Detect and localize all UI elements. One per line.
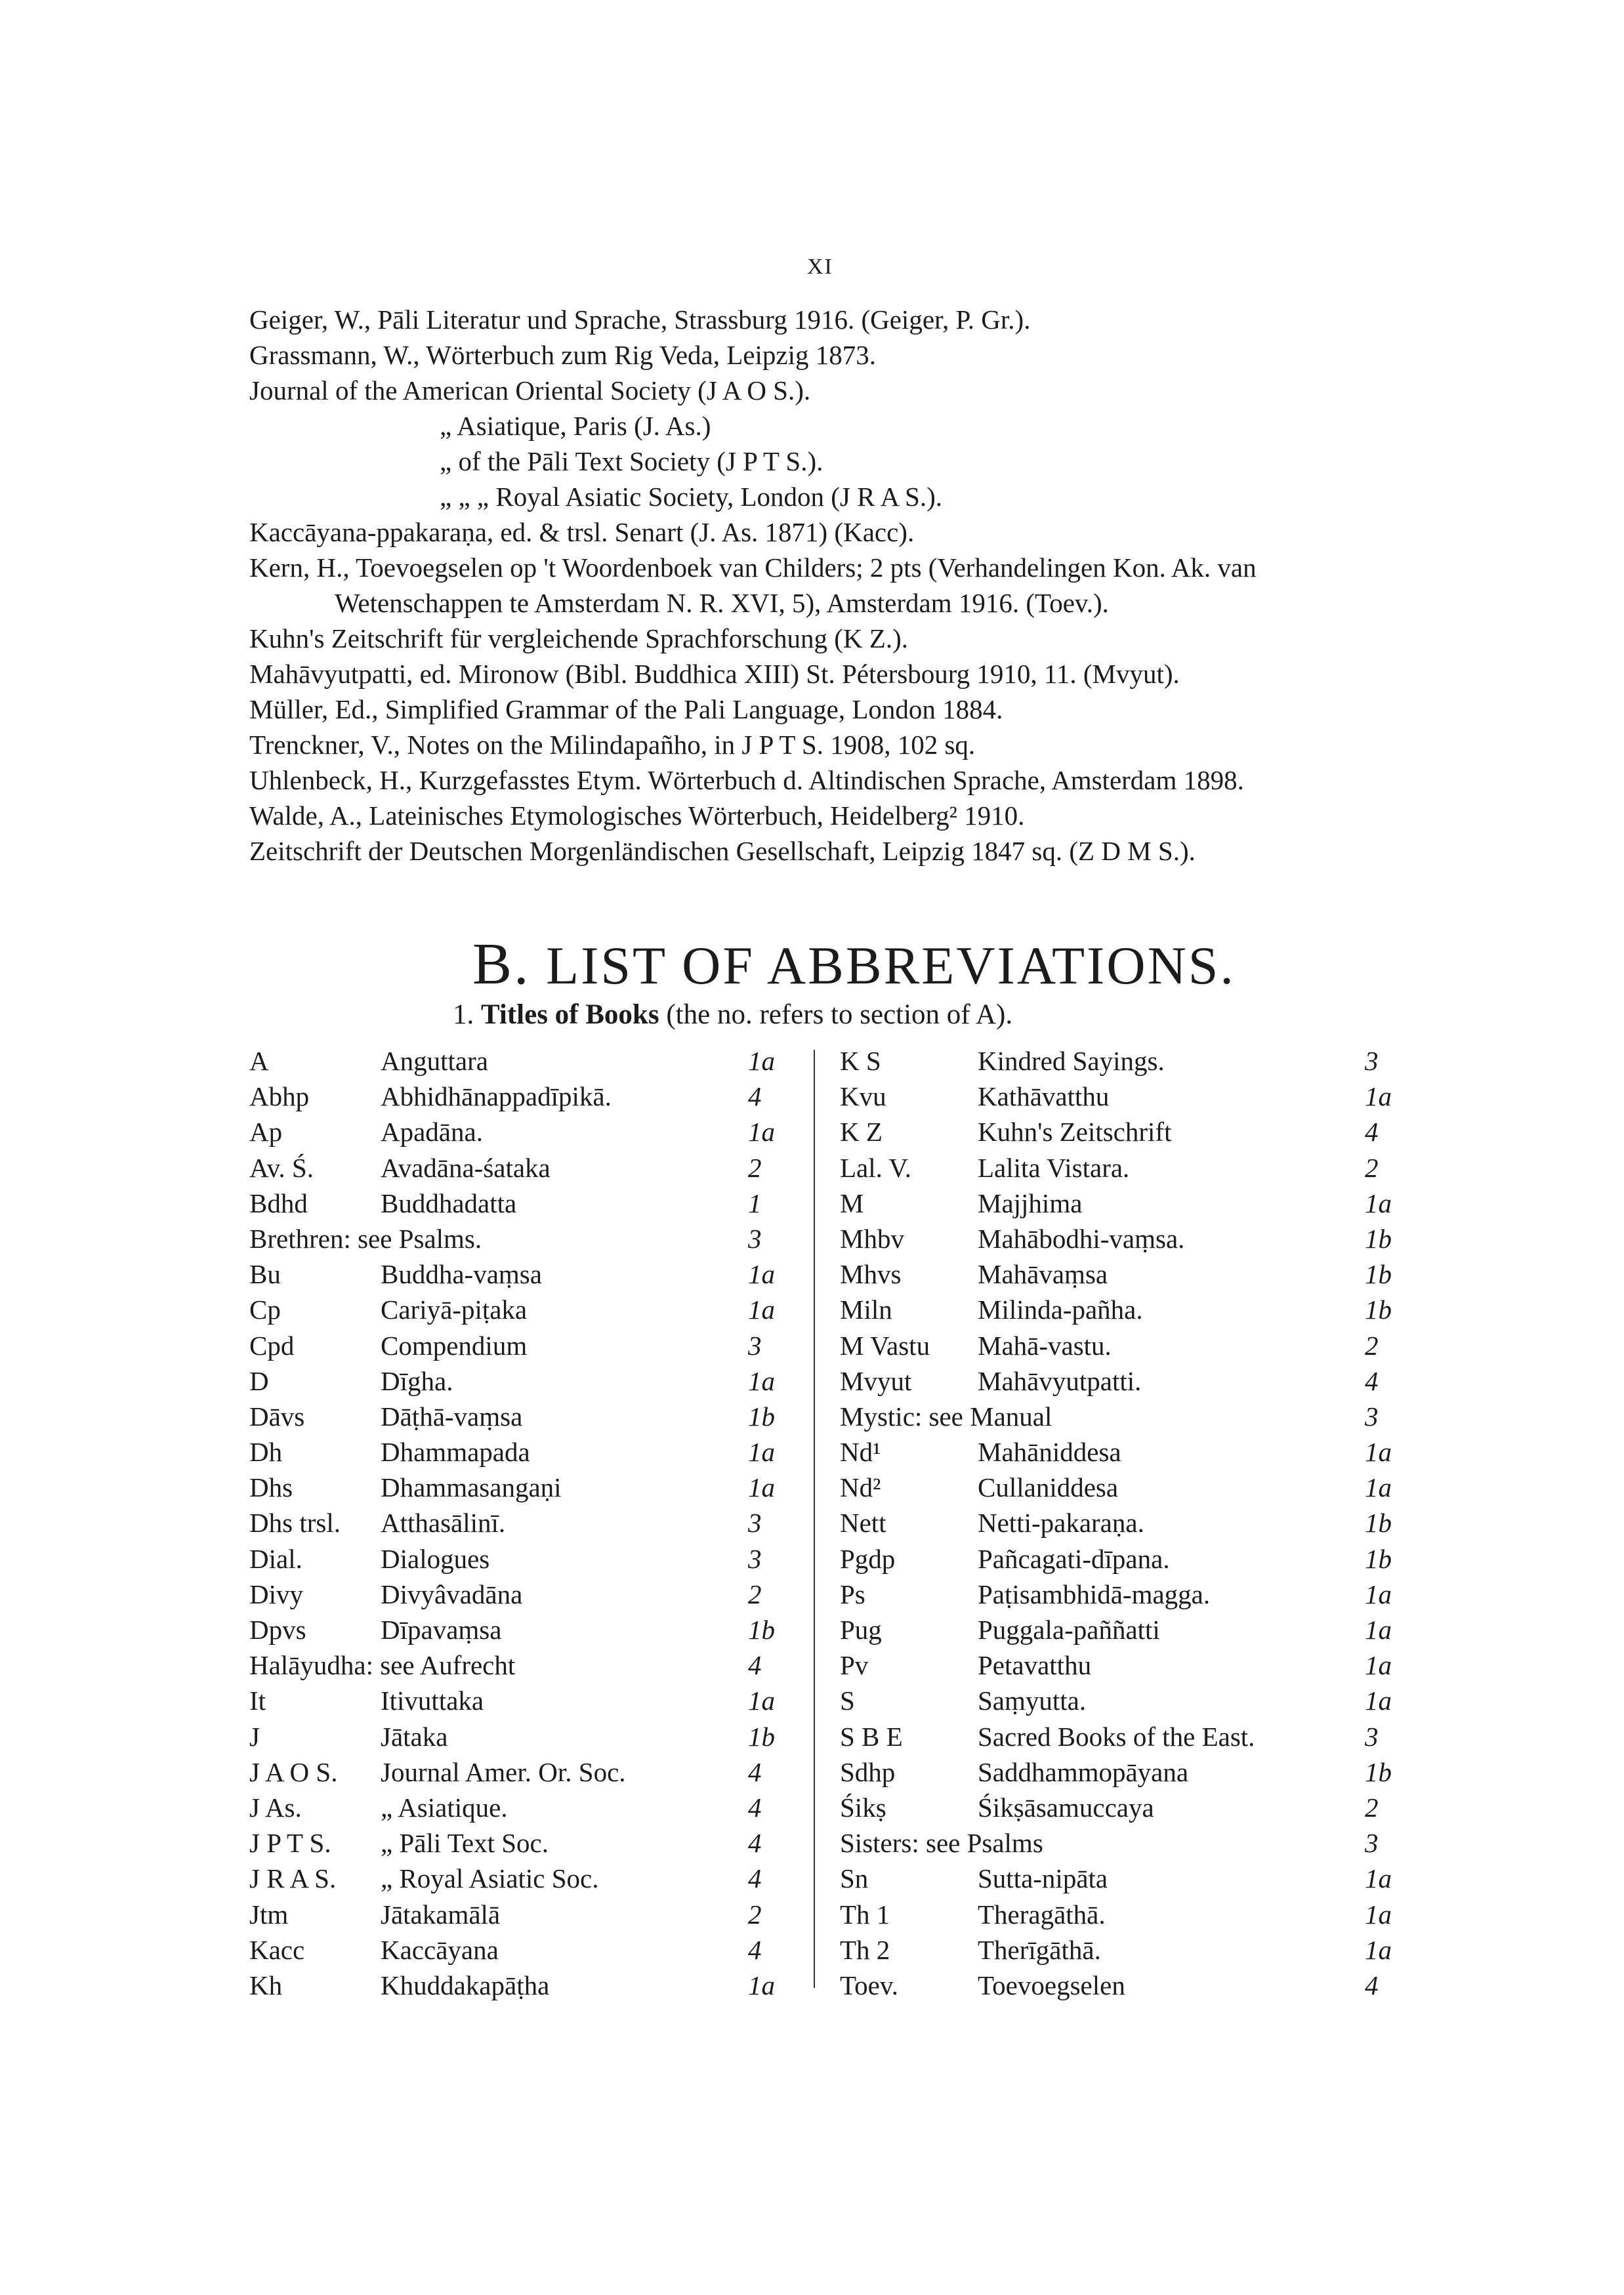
section-reference: 2 bbox=[1365, 1152, 1379, 1183]
book-title: Jātakamālā bbox=[381, 1899, 501, 1930]
abbreviation-row bbox=[840, 1256, 1398, 1292]
section-reference: 1a bbox=[748, 1259, 775, 1290]
abbreviation-row bbox=[249, 1612, 775, 1647]
column-divider bbox=[814, 1050, 815, 1988]
book-title: Milinda-pañha. bbox=[978, 1294, 1143, 1325]
abbreviation-row bbox=[249, 1328, 768, 1363]
book-title: Saddhammopāyana bbox=[978, 1756, 1189, 1787]
book-title: Theragāthā. bbox=[978, 1899, 1106, 1930]
book-title: Dīgha. bbox=[381, 1365, 453, 1396]
reference-entry: Kern, H., Toevoegselen op 't Woordenboek van Childers; 2 pts (Verhandelingen Kon. Ak. van Wetenschappen te Amsterdam N. R. XVI, 5), Amsterdam 1916. (Toev.). bbox=[249, 552, 1257, 618]
section-reference: 1a bbox=[748, 1970, 775, 2000]
section-reference: 1b bbox=[748, 1721, 775, 1752]
book-title: Compendium bbox=[381, 1330, 528, 1361]
section-reference: 1b bbox=[1365, 1223, 1392, 1254]
abbreviation-row bbox=[249, 1683, 775, 1718]
book-title: Jātaka bbox=[381, 1721, 448, 1752]
abbreviation-row bbox=[249, 1932, 768, 1968]
section-reference: 1b bbox=[1365, 1259, 1392, 1290]
section-reference: 4 bbox=[748, 1792, 762, 1823]
abbreviation-row bbox=[249, 1647, 768, 1683]
abbreviation-row bbox=[249, 1363, 775, 1399]
abbreviation: Lal. V. bbox=[840, 1152, 911, 1183]
abbreviation-row bbox=[840, 1719, 1398, 1754]
abbreviation: J As. bbox=[249, 1792, 302, 1823]
abbreviation-row bbox=[249, 1861, 768, 1896]
abbreviation-row bbox=[840, 1825, 1398, 1861]
book-title: Kuhn's Zeitschrift bbox=[978, 1117, 1172, 1148]
subheading-title: Titles of Books bbox=[481, 999, 659, 1030]
book-title: Kathāvatthu bbox=[978, 1081, 1110, 1112]
abbreviation-row bbox=[840, 1434, 1398, 1470]
section-reference: 1a bbox=[1365, 1081, 1392, 1112]
abbreviation-row bbox=[840, 1505, 1398, 1540]
book-title: Puggala-paññatti bbox=[978, 1615, 1160, 1645]
abbreviation-row bbox=[249, 1256, 775, 1292]
abbreviation: J bbox=[249, 1721, 260, 1752]
book-title: Kaccāyana bbox=[381, 1934, 499, 1965]
abbreviation-row bbox=[840, 1790, 1398, 1825]
abbreviation: Bdhd bbox=[249, 1188, 308, 1218]
book-title: Journal Amer. Or. Soc. bbox=[381, 1756, 626, 1787]
book-title: Anguttara bbox=[381, 1046, 488, 1076]
abbreviation: Kacc bbox=[249, 1934, 305, 1965]
section-reference: 3 bbox=[1365, 1046, 1379, 1076]
abbreviation-row bbox=[249, 1825, 768, 1861]
book-title: Buddha-vaṃsa bbox=[381, 1259, 542, 1290]
book-title: Toevoegselen bbox=[978, 1970, 1125, 2000]
book-title: Khuddakapāṭha bbox=[381, 1970, 550, 2000]
page-number: XI bbox=[807, 255, 833, 279]
book-title: Apadāna. bbox=[381, 1117, 483, 1148]
abbreviation-row bbox=[840, 1399, 1398, 1434]
abbreviations-left-column bbox=[249, 1043, 775, 2003]
book-title: Atthasālinī. bbox=[381, 1508, 506, 1539]
abbreviation: Dhs bbox=[249, 1472, 293, 1503]
abbreviation-row bbox=[249, 1150, 768, 1186]
abbreviation-row bbox=[249, 1043, 775, 1079]
subheading-number: 1. bbox=[453, 999, 474, 1030]
abbreviation: J P T S. bbox=[249, 1828, 331, 1859]
abbreviation: Th 1 bbox=[840, 1899, 890, 1930]
book-title: Abhidhānappadīpikā. bbox=[381, 1081, 612, 1112]
abbreviation: K Z bbox=[840, 1117, 883, 1148]
book-title: „ Pāli Text Soc. bbox=[381, 1828, 549, 1859]
section-heading bbox=[472, 930, 1236, 998]
abbreviation: J A O S. bbox=[249, 1756, 338, 1787]
abbreviation-row bbox=[249, 1897, 768, 1932]
section-reference: 4 bbox=[1365, 1117, 1379, 1148]
reference-entry: „ Asiatique, Paris (J. As.) bbox=[440, 411, 711, 441]
abbreviation-row bbox=[840, 1221, 1398, 1256]
book-title: Sacred Books of the East. bbox=[978, 1721, 1255, 1752]
abbreviation-row bbox=[249, 1470, 775, 1505]
abbreviation: Nd² bbox=[840, 1472, 881, 1503]
abbreviation: J R A S. bbox=[249, 1863, 337, 1894]
abbreviation-row bbox=[249, 1292, 775, 1327]
book-title: „ Royal Asiatic Soc. bbox=[381, 1863, 599, 1894]
section-reference: 2 bbox=[748, 1899, 762, 1930]
abbreviation: Nd¹ bbox=[840, 1437, 881, 1468]
reference-entry: „ „ „ Royal Asiatic Society, London (J R A S.). bbox=[440, 482, 943, 512]
reference-entry: Journal of the American Oriental Society (J A O S.). bbox=[249, 375, 811, 405]
section-letter: B. bbox=[472, 932, 531, 997]
section-reference: 4 bbox=[748, 1756, 762, 1787]
section-reference: 1a bbox=[1365, 1615, 1392, 1645]
book-title: Majjhima bbox=[978, 1188, 1083, 1218]
section-reference: 3 bbox=[748, 1330, 762, 1361]
section-reference: 4 bbox=[748, 1934, 762, 1965]
abbreviation: Mvyut bbox=[840, 1365, 912, 1396]
abbreviation: D bbox=[249, 1365, 269, 1396]
abbreviation: Sn bbox=[840, 1863, 869, 1894]
reference-entry: Grassmann, W., Wörterbuch zum Rig Veda, Leipzig 1873. bbox=[249, 340, 876, 370]
subheading bbox=[453, 999, 1012, 1031]
reference-entry: „ of the Pāli Text Society (J P T S.). bbox=[440, 446, 823, 476]
book-title: Netti-pakaraṇa. bbox=[978, 1508, 1144, 1539]
book-title: Mahāniddesa bbox=[978, 1437, 1121, 1468]
abbreviation: Pv bbox=[840, 1650, 869, 1681]
section-reference: 1a bbox=[748, 1294, 775, 1325]
book-title: Saṃyutta. bbox=[978, 1685, 1087, 1716]
reference-entry: Zeitschrift der Deutschen Morgenländischen Gesellschaft, Leipzig 1847 sq. (Z D M S.). bbox=[249, 836, 1196, 866]
section-reference: 1a bbox=[748, 1365, 775, 1396]
reference-entry: Kaccāyana-ppakaraṇa, ed. & trsl. Senart (J. As. 1871) (Kacc). bbox=[249, 517, 915, 547]
book-title: Dhammasangaṇi bbox=[381, 1472, 562, 1503]
section-reference: 1 bbox=[748, 1188, 762, 1218]
abbreviation-row bbox=[249, 1434, 775, 1470]
book-title: Sutta-nipāta bbox=[978, 1863, 1108, 1894]
book-title: Kindred Sayings. bbox=[978, 1046, 1165, 1076]
reference-entry: Walde, A., Lateinisches Etymologisches Wörterbuch, Heidelberg² 1910. bbox=[249, 800, 1025, 831]
abbreviation: M bbox=[840, 1188, 864, 1218]
abbreviation: K S bbox=[840, 1046, 881, 1076]
section-reference: 4 bbox=[748, 1863, 762, 1894]
abbreviations-right-column bbox=[840, 1043, 1398, 2003]
section-reference: 3 bbox=[748, 1223, 762, 1254]
abbreviation-row bbox=[249, 1790, 768, 1825]
section-reference: 1b bbox=[748, 1401, 775, 1432]
book-title: Paṭisambhidā-magga. bbox=[978, 1579, 1211, 1609]
abbreviation: Cp bbox=[249, 1294, 281, 1325]
abbreviation: S bbox=[840, 1685, 855, 1716]
book-title: Divyâvadāna bbox=[381, 1579, 523, 1609]
abbreviation: A bbox=[249, 1046, 269, 1076]
section-reference: 1a bbox=[748, 1437, 775, 1468]
abbreviation: Kh bbox=[249, 1970, 283, 2000]
abbreviation: Pgdp bbox=[840, 1543, 896, 1574]
abbreviation: Bu bbox=[249, 1259, 281, 1290]
bibliography-list bbox=[249, 302, 1404, 869]
reference-entry: Uhlenbeck, H., Kurzgefasstes Etym. Wörterbuch d. Altindischen Sprache, Amsterdam 1898. bbox=[249, 765, 1244, 795]
section-reference: 2 bbox=[748, 1579, 762, 1609]
section-reference: 4 bbox=[748, 1650, 762, 1681]
book-title: Lalita Vistara. bbox=[978, 1152, 1130, 1183]
abbreviation: Cpd bbox=[249, 1330, 295, 1361]
section-reference: 1a bbox=[1365, 1472, 1392, 1503]
section-reference: 1a bbox=[748, 1472, 775, 1503]
abbreviation: Śikṣ bbox=[840, 1792, 886, 1823]
section-title: LIST OF ABBREVIATIONS. bbox=[546, 936, 1236, 995]
section-reference: 1a bbox=[1365, 1863, 1392, 1894]
abbreviation: Halāyudha: see Aufrecht bbox=[249, 1650, 516, 1681]
abbreviation: Pug bbox=[840, 1615, 882, 1645]
book-title: Buddhadatta bbox=[381, 1188, 517, 1218]
abbreviation: Dpvs bbox=[249, 1615, 306, 1645]
abbreviation-row bbox=[840, 1577, 1398, 1612]
abbreviation-row bbox=[840, 1932, 1398, 1968]
section-reference: 4 bbox=[1365, 1970, 1379, 2000]
abbreviation-row bbox=[840, 1292, 1398, 1327]
abbreviation-row bbox=[840, 1363, 1398, 1399]
book-title: Therīgāthā. bbox=[978, 1934, 1101, 1965]
section-reference: 1a bbox=[1365, 1650, 1392, 1681]
abbreviation-row bbox=[840, 1328, 1398, 1363]
abbreviation: Mhvs bbox=[840, 1259, 902, 1290]
reference-entry: Mahāvyutpatti, ed. Mironow (Bibl. Buddhica XIII) St. Pétersbourg 1910, 11. (Mvyut). bbox=[249, 659, 1180, 689]
abbreviation: Abhp bbox=[249, 1081, 310, 1112]
book-title: „ Asiatique. bbox=[381, 1792, 508, 1823]
abbreviation: S B E bbox=[840, 1721, 903, 1752]
abbreviation: Sisters: see Psalms bbox=[840, 1828, 1043, 1859]
abbreviation-row bbox=[840, 1897, 1398, 1932]
book-title: Mahāvaṃsa bbox=[978, 1259, 1108, 1290]
section-reference: 4 bbox=[748, 1828, 762, 1859]
abbreviation: Divy bbox=[249, 1579, 303, 1609]
section-reference: 1b bbox=[1365, 1508, 1392, 1539]
book-title: Itivuttaka bbox=[381, 1685, 484, 1716]
book-title: Cullaniddesa bbox=[978, 1472, 1119, 1503]
section-reference: 3 bbox=[1365, 1828, 1379, 1859]
abbreviation: Ps bbox=[840, 1579, 865, 1609]
reference-entry: Geiger, W., Pāli Literatur und Sprache, Strassburg 1916. (Geiger, P. Gr.). bbox=[249, 304, 1031, 335]
book-title: Pañcagati-dīpana. bbox=[978, 1543, 1170, 1574]
section-reference: 4 bbox=[748, 1081, 762, 1112]
book-title: Dialogues bbox=[381, 1543, 490, 1574]
abbreviation-row bbox=[840, 1150, 1398, 1186]
section-reference: 1b bbox=[1365, 1294, 1392, 1325]
book-title: Dāṭhā-vaṃsa bbox=[381, 1401, 523, 1432]
abbreviation-row bbox=[249, 1968, 775, 2003]
abbreviation-row bbox=[840, 1114, 1398, 1149]
section-reference: 1a bbox=[748, 1117, 775, 1148]
section-reference: 1a bbox=[1365, 1685, 1392, 1716]
abbreviation: Dh bbox=[249, 1437, 283, 1468]
reference-entry: Kuhn's Zeitschrift für vergleichende Sprachforschung (K Z.). bbox=[249, 623, 908, 653]
abbreviation: Kvu bbox=[840, 1081, 886, 1112]
abbreviation-row bbox=[249, 1754, 768, 1790]
book-title: Śikṣāsamuccaya bbox=[978, 1792, 1154, 1823]
abbreviation-row bbox=[840, 1861, 1398, 1896]
abbreviation-row bbox=[249, 1541, 768, 1577]
abbreviation-row bbox=[249, 1114, 775, 1149]
abbreviation: Brethren: see Psalms. bbox=[249, 1223, 482, 1254]
abbreviation-row bbox=[840, 1043, 1398, 1079]
book-title: Dhammapada bbox=[381, 1437, 530, 1468]
section-reference: 1a bbox=[1365, 1899, 1392, 1930]
abbreviation-row bbox=[840, 1647, 1398, 1683]
abbreviation-row bbox=[840, 1683, 1398, 1718]
abbreviation-row bbox=[840, 1968, 1398, 2003]
abbreviation: Th 2 bbox=[840, 1934, 890, 1965]
reference-entry: Trenckner, V., Notes on the Milindapañho, in J P T S. 1908, 102 sq. bbox=[249, 730, 976, 760]
abbreviation-row bbox=[840, 1754, 1398, 1790]
abbreviation: Dhs trsl. bbox=[249, 1508, 341, 1539]
abbreviation: Mhbv bbox=[840, 1223, 904, 1254]
abbreviation: Ap bbox=[249, 1117, 283, 1148]
abbreviation-row bbox=[840, 1186, 1398, 1221]
abbreviation-row bbox=[249, 1079, 768, 1114]
section-reference: 3 bbox=[1365, 1721, 1379, 1752]
reference-entry: Müller, Ed., Simplified Grammar of the Pali Language, London 1884. bbox=[249, 694, 1003, 724]
abbreviation-row bbox=[249, 1399, 775, 1434]
abbreviation-row bbox=[840, 1079, 1398, 1114]
abbreviation-row bbox=[840, 1470, 1398, 1505]
book-title: Mahāvyutpatti. bbox=[978, 1365, 1142, 1396]
section-reference: 1b bbox=[1365, 1543, 1392, 1574]
abbreviation: M Vastu bbox=[840, 1330, 930, 1361]
section-reference: 2 bbox=[1365, 1792, 1379, 1823]
abbreviation-row bbox=[249, 1577, 768, 1612]
section-reference: 1a bbox=[748, 1046, 775, 1076]
abbreviation-row bbox=[249, 1221, 768, 1256]
abbreviation: Nett bbox=[840, 1508, 886, 1539]
section-reference: 3 bbox=[748, 1508, 762, 1539]
section-reference: 1a bbox=[1365, 1934, 1392, 1965]
abbreviation: Sdhp bbox=[840, 1756, 896, 1787]
section-reference: 3 bbox=[748, 1543, 762, 1574]
book-title: Mahābodhi-vaṃsa. bbox=[978, 1223, 1185, 1254]
section-reference: 1a bbox=[748, 1685, 775, 1716]
section-reference: 1a bbox=[1365, 1579, 1392, 1609]
abbreviation-row bbox=[249, 1505, 768, 1540]
book-title: Mahā-vastu. bbox=[978, 1330, 1112, 1361]
subheading-note: (the no. refers to section of A). bbox=[666, 999, 1013, 1030]
abbreviation: Miln bbox=[840, 1294, 892, 1325]
abbreviation: Jtm bbox=[249, 1899, 289, 1930]
abbreviation: Dāvs bbox=[249, 1401, 305, 1432]
section-reference: 4 bbox=[1365, 1365, 1379, 1396]
abbreviation: Mystic: see Manual bbox=[840, 1401, 1052, 1432]
abbreviation-row bbox=[249, 1719, 775, 1754]
abbreviation: Av. Ś. bbox=[249, 1152, 314, 1183]
section-reference: 2 bbox=[748, 1152, 762, 1183]
book-title: Cariyā-piṭaka bbox=[381, 1294, 528, 1325]
book-title: Avadāna-śataka bbox=[381, 1152, 551, 1183]
section-reference: 1b bbox=[748, 1615, 775, 1645]
abbreviation: Toev. bbox=[840, 1970, 898, 2000]
book-title: Dīpavaṃsa bbox=[381, 1615, 502, 1645]
abbreviation: It bbox=[249, 1685, 266, 1716]
section-reference: 2 bbox=[1365, 1330, 1379, 1361]
abbreviation-row bbox=[840, 1541, 1398, 1577]
abbreviation-row bbox=[840, 1612, 1398, 1647]
section-reference: 1b bbox=[1365, 1756, 1392, 1787]
abbreviation: Dial. bbox=[249, 1543, 302, 1574]
abbreviation-row bbox=[249, 1186, 768, 1221]
section-reference: 1a bbox=[1365, 1437, 1392, 1468]
section-reference: 1a bbox=[1365, 1188, 1392, 1218]
section-reference: 3 bbox=[1365, 1401, 1379, 1432]
book-title: Petavatthu bbox=[978, 1650, 1092, 1681]
